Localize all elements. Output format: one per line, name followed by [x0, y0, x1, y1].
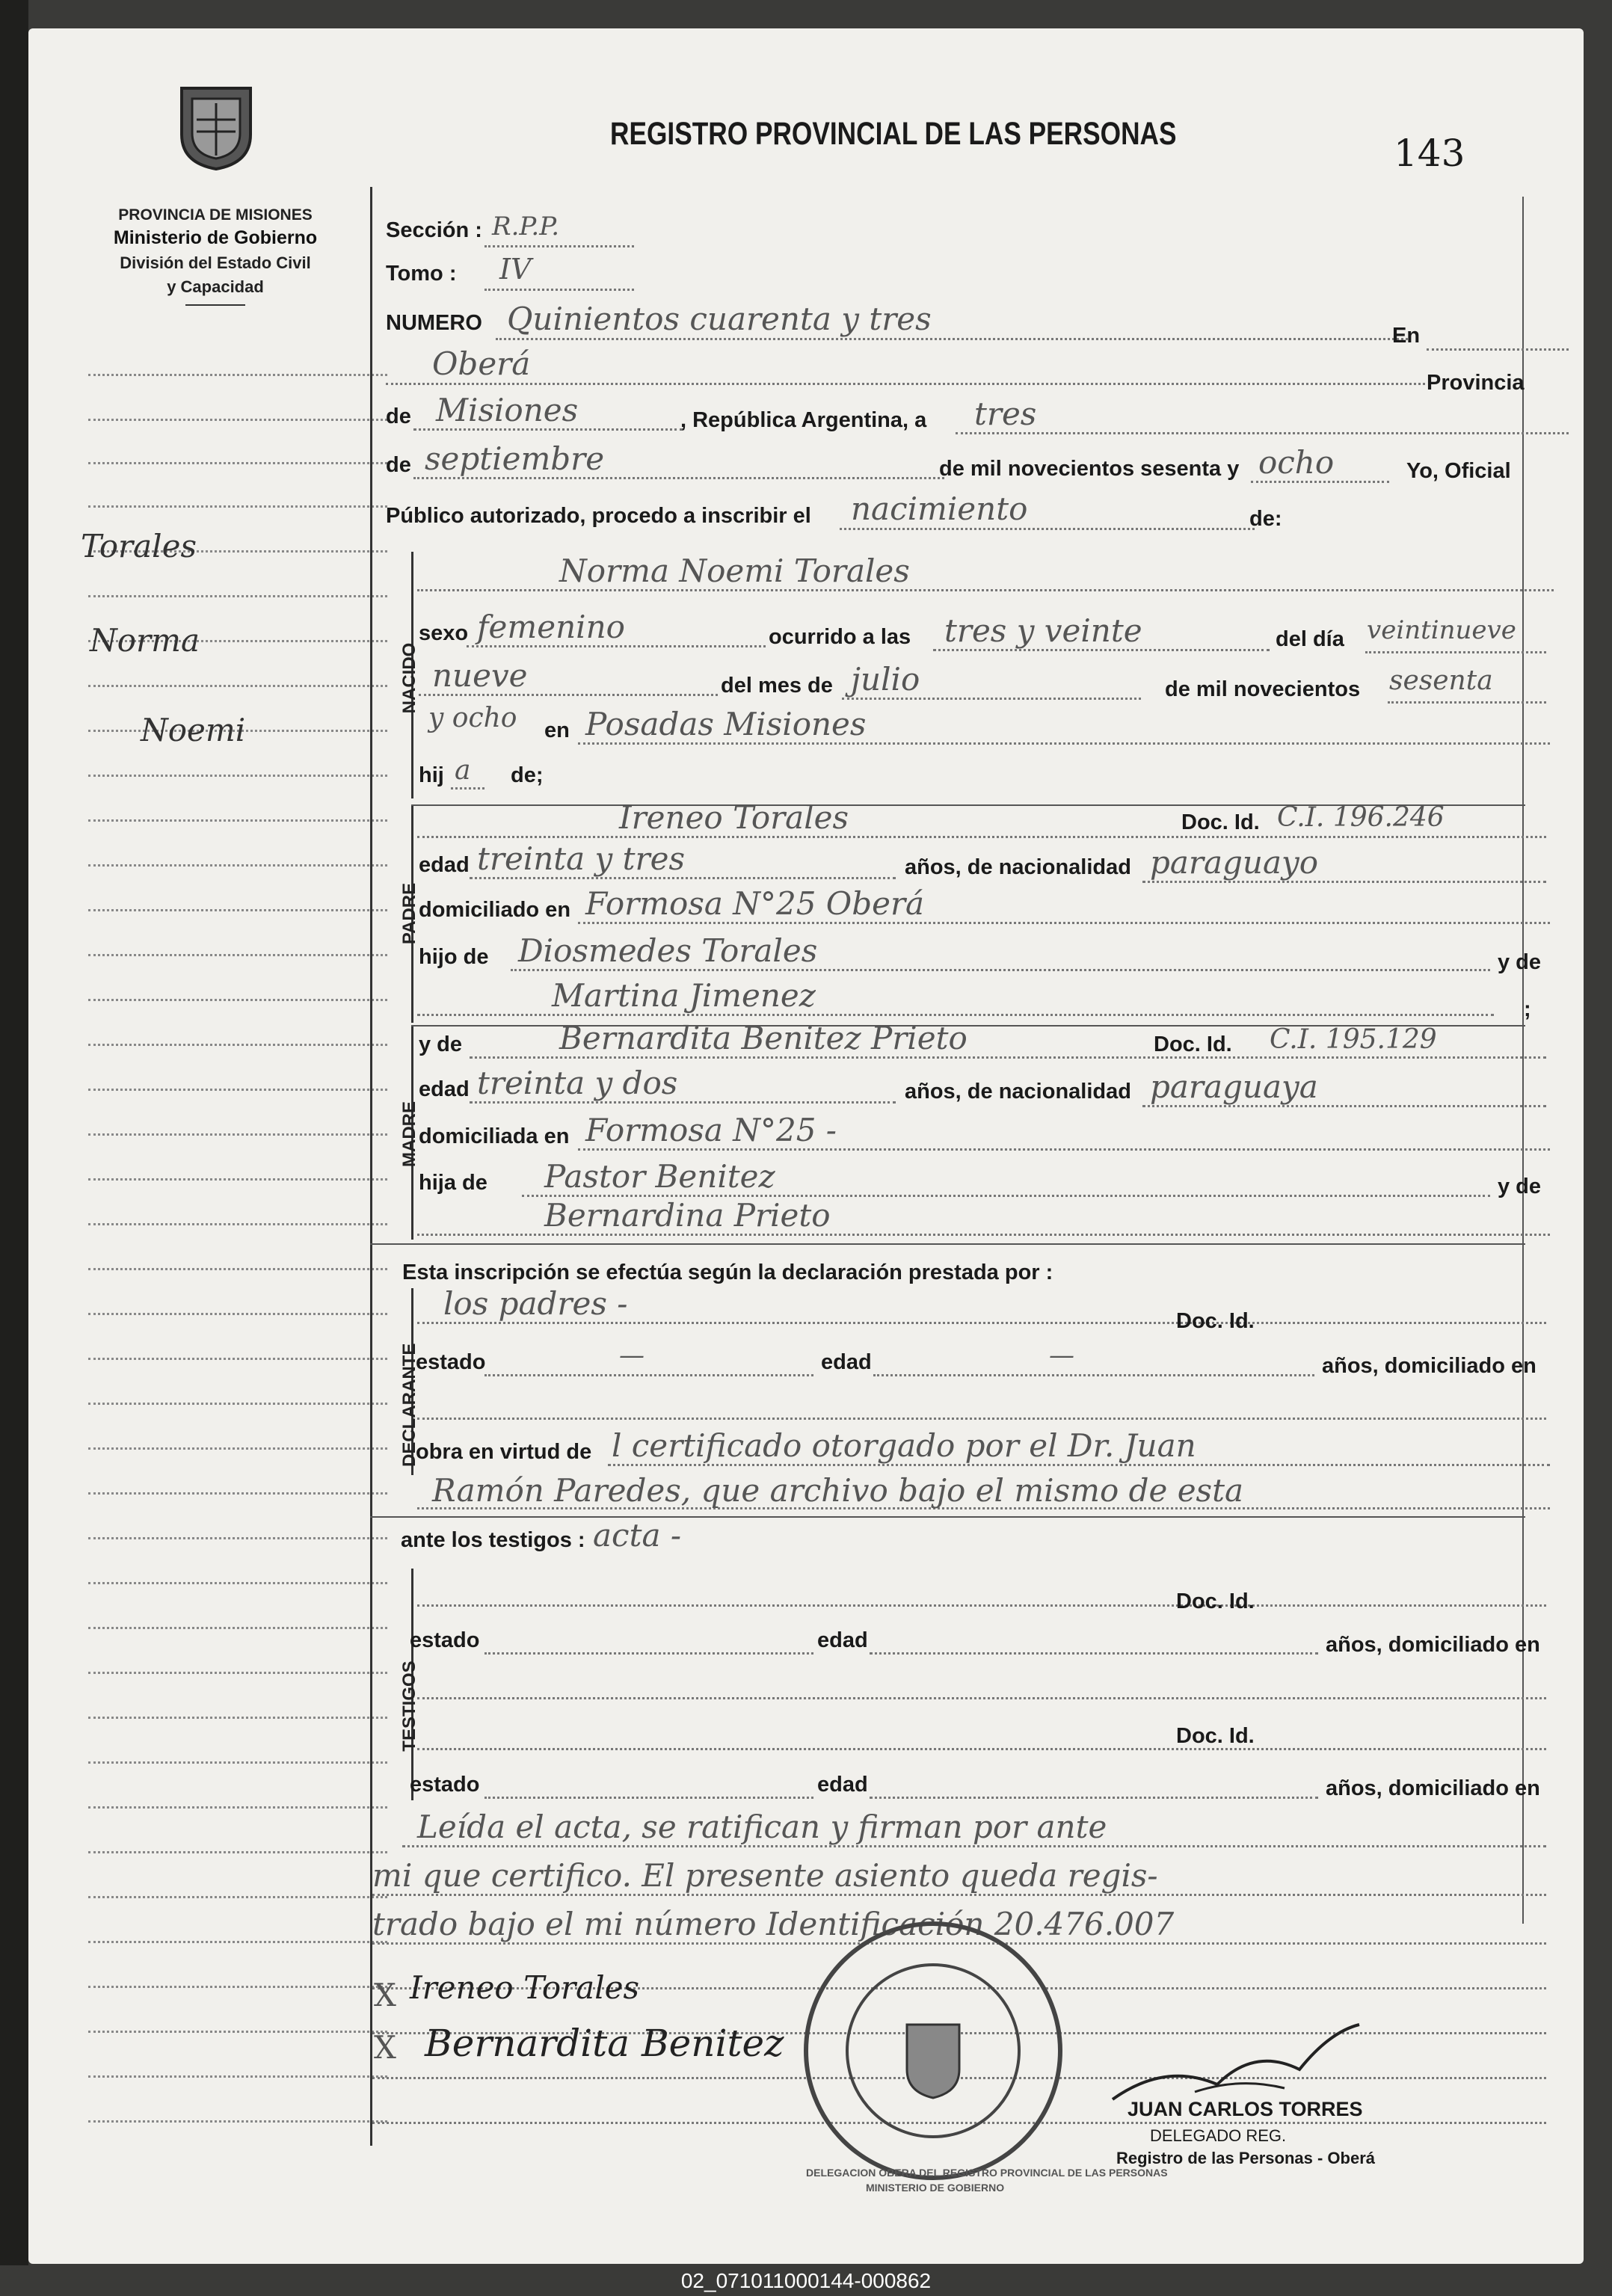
day-value: tres	[974, 396, 1037, 432]
padre-semicolon: ;	[1524, 997, 1531, 1021]
testigo2-doc-label: Doc. Id.	[1176, 1724, 1255, 1748]
madre-section-label: MADRE	[399, 1101, 419, 1167]
testigos-section-label: TESTIGOS	[399, 1661, 419, 1752]
madre-doc-label: Doc. Id.	[1154, 1032, 1232, 1056]
declarante-estado-label: estado	[416, 1350, 486, 1374]
page-number: 143	[1394, 132, 1465, 175]
sexo-value: femenino	[477, 609, 625, 645]
margin-name2: Noemi	[141, 712, 246, 748]
padre-edad-label: edad	[419, 853, 470, 877]
padre-hijo-label: hijo de	[419, 945, 489, 969]
register-page	[28, 28, 1584, 2264]
declarante-edad-label: edad	[821, 1350, 872, 1374]
sexo-label: sexo	[419, 621, 469, 645]
signature-father: Ireneo Torales	[410, 1969, 640, 2006]
madre-edad-label: edad	[419, 1077, 470, 1101]
del-dia-label: del día	[1276, 627, 1344, 651]
testigos-intro-label: ante los testigos :	[401, 1528, 585, 1552]
padre-doc-label: Doc. Id.	[1181, 810, 1260, 834]
publico-label: Público autorizado, procedo a inscribir el	[386, 504, 811, 528]
padre-nacionalidad-value: paraguayo	[1150, 844, 1319, 881]
province-value: Misiones	[436, 392, 579, 428]
provincial-seal-icon	[174, 82, 258, 172]
sig-x-2: X	[374, 2029, 396, 2066]
madre-edad-value: treinta y dos	[477, 1065, 678, 1101]
agency-block	[81, 206, 350, 306]
hij-label: hij	[419, 763, 444, 787]
obra-label: obra en virtud de	[416, 1440, 592, 1464]
oficial-label: Yo, Oficial	[1406, 459, 1511, 483]
testigo2-edad-label: edad	[817, 1773, 868, 1797]
de2-label: de:	[1249, 507, 1282, 531]
hij-value: a	[455, 755, 471, 786]
nacido-section-label: NACIDO	[399, 642, 419, 714]
book-spine	[0, 0, 28, 2265]
declarante-section-label: DECLARANTE	[399, 1343, 419, 1467]
padre-domicilio-label: domiciliado en	[419, 898, 571, 922]
closing-line-2: mi que certifico. El presente asiento queda regis-	[372, 1857, 1158, 1894]
anio-value: sesenta	[1389, 665, 1493, 696]
year-value: ocho	[1258, 444, 1335, 481]
provincia-label: Provincia	[1427, 371, 1525, 395]
testigo2-anios-label: años, domiciliado en	[1326, 1776, 1540, 1800]
numero-value: Quinientos cuarenta y tres	[507, 301, 932, 337]
testigo2-estado-label: estado	[410, 1773, 480, 1797]
declarante-dash1: —	[619, 1341, 645, 1370]
en-label: En	[1392, 324, 1421, 348]
place-value: Oberá	[432, 345, 531, 382]
padre-edad-value: treinta y tres	[477, 840, 686, 877]
padre-name: Ireneo Torales	[619, 799, 849, 836]
closing-line-3: trado bajo el mi número Identificación 20.476.007	[372, 1906, 1175, 1942]
seccion-value: R.P.P.	[492, 212, 559, 241]
madre-madre-value: Bernardina Prieto	[544, 1197, 831, 1234]
madre-y-de2-label: y de	[1498, 1175, 1542, 1198]
official-name: JUAN CARLOS TORRES	[1128, 2098, 1363, 2120]
madre-name: Bernardita Benitez Prieto	[559, 1020, 967, 1056]
lugar-value: Posadas Misiones	[585, 706, 867, 742]
margin-name1: Norma	[90, 622, 200, 659]
obra-value-2: Ramón Paredes, que archivo bajo el mismo de esta	[432, 1472, 1244, 1509]
declarante-name: los padres -	[443, 1285, 628, 1322]
registry-title: REGISTRO PROVINCIAL DE LAS PERSONAS	[610, 116, 1177, 152]
dia-value-cont: nueve	[432, 657, 528, 694]
numero-label: NUMERO	[386, 311, 482, 335]
child-name: Norma Noemi Torales	[559, 553, 910, 589]
closing-line-1: Leída el acta, se ratifican y firman por ante	[417, 1809, 1107, 1845]
padre-hijo-value: Diosmedes Torales	[518, 932, 818, 969]
mes-label: del mes de	[721, 674, 833, 698]
seccion-label: Sección :	[386, 218, 482, 242]
madre-doc-value: C.I. 195.129	[1270, 1024, 1437, 1055]
madre-domicilio-value: Formosa N°25 -	[585, 1112, 837, 1148]
padre-madre-value: Martina Jimenez	[552, 977, 816, 1014]
month-value: septiembre	[425, 440, 605, 477]
mes-value: julio	[851, 661, 920, 698]
declarante-dash2: —	[1049, 1341, 1074, 1370]
margin-surname: Torales	[81, 528, 197, 564]
madre-nacionalidad-value: paraguaya	[1150, 1068, 1318, 1105]
de-label: de	[386, 404, 411, 428]
madre-y-de-label: y de	[419, 1032, 463, 1056]
padre-nacionalidad-label: años, de nacionalidad	[905, 855, 1131, 879]
padre-y-de-label: y de	[1498, 950, 1542, 974]
madre-hija-label: hija de	[419, 1171, 487, 1195]
official-office: Registro de las Personas - Oberá	[1116, 2149, 1376, 2167]
stamp-ring-text: DELEGACION OBERA DEL REGISTRO PROVINCIAL DE LAS PERSONAS	[806, 2167, 1168, 2179]
testigos-intro-value: acta -	[593, 1517, 682, 1554]
declaracion-intro: Esta inscripción se efectúa según la declaración prestada por :	[402, 1261, 1053, 1284]
testigo1-anios-label: años, domiciliado en	[1326, 1633, 1540, 1657]
agency-division: División del Estado Civil	[120, 253, 311, 272]
declarante-anios-label: años, domiciliado en	[1322, 1354, 1536, 1378]
official-stamp-icon	[795, 1912, 1071, 2189]
declarante-doc-label: Doc. Id.	[1176, 1309, 1255, 1333]
testigo1-edad-label: edad	[817, 1628, 868, 1652]
sig-x-1: X	[374, 1977, 396, 2013]
stamp-bottom-text: MINISTERIO DE GOBIERNO	[866, 2182, 1005, 2194]
signature-mother: Bernardita Benitez	[425, 2022, 784, 2065]
padre-domicilio-value: Formosa N°25 Oberá	[585, 885, 925, 922]
agency-province: PROVINCIA DE MISIONES	[118, 206, 313, 224]
obra-value: l certificado otorgado por el Dr. Juan	[612, 1427, 1196, 1464]
republica-label: , República Argentina, a	[680, 408, 927, 432]
official-title: DELEGADO REG.	[1150, 2126, 1287, 2145]
testigo1-estado-label: estado	[410, 1628, 480, 1652]
ocurrido-label: ocurrido a las	[769, 625, 911, 649]
act-value: nacimiento	[851, 490, 1028, 527]
mil-label: de mil novecientos	[1165, 677, 1361, 701]
madre-domicilio-label: domiciliada en	[419, 1124, 570, 1148]
nacido-en-label: en	[544, 718, 570, 742]
anio-value-cont: y ocho	[428, 703, 517, 733]
agency-ministry: Ministerio de Gobierno	[113, 227, 318, 248]
tomo-value: IV	[499, 253, 532, 286]
madre-nacionalidad-label: años, de nacionalidad	[905, 1080, 1131, 1104]
tomo-label: Tomo :	[386, 262, 457, 286]
hora-value: tres y veinte	[944, 612, 1142, 649]
de-label-2: de	[386, 453, 411, 477]
dia-value: veintinueve	[1367, 615, 1516, 645]
hij-de-label: de;	[511, 763, 544, 787]
image-id-footer: 02_071011000144-000862	[680, 2269, 932, 2292]
padre-section-label: PADRE	[399, 882, 419, 945]
padre-doc-value: C.I. 196.246	[1277, 802, 1445, 833]
madre-hija-value: Pastor Benitez	[544, 1158, 775, 1195]
year-label: de mil novecientos sesenta y	[939, 457, 1240, 481]
testigo1-doc-label: Doc. Id.	[1176, 1589, 1255, 1613]
agency-capacity: y Capacidad	[167, 277, 264, 296]
